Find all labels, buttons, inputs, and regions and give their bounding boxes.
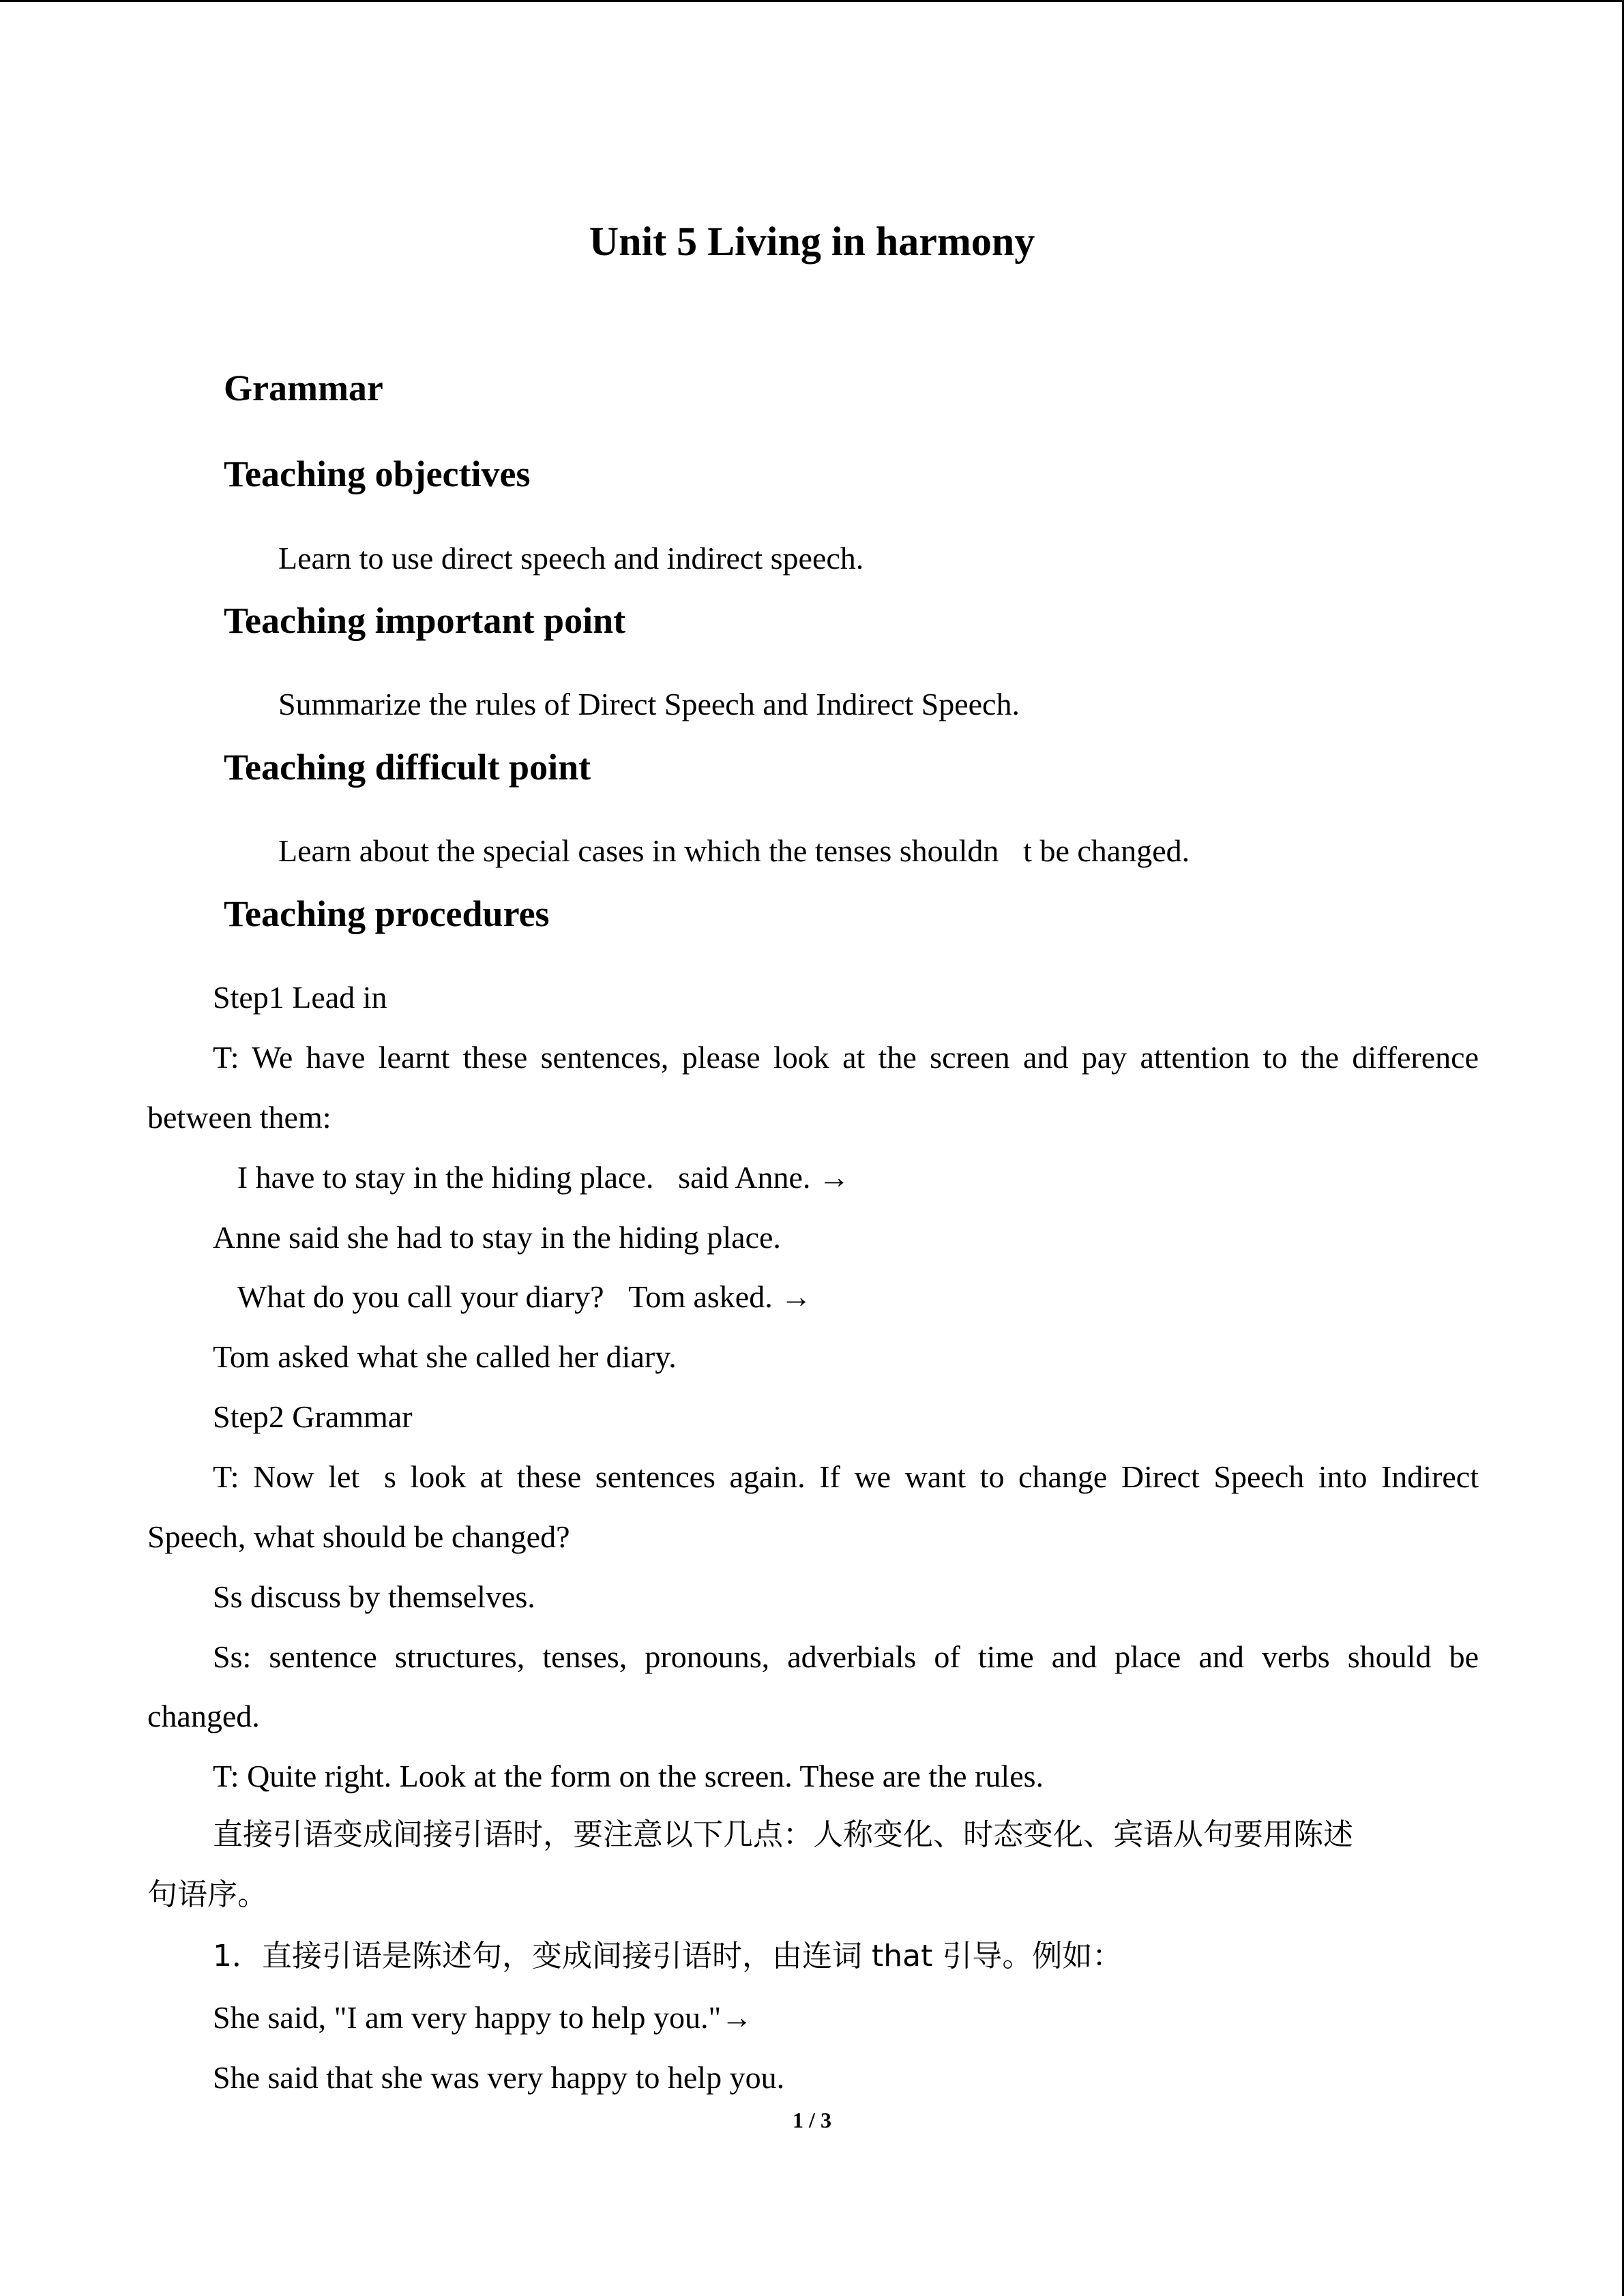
- example2-indirect: Tom asked what she called her diary.: [213, 1339, 677, 1374]
- example2-direct:  What do you call your diary? Tom asked. →: [213, 1279, 812, 1314]
- rule-1: 1．直接引语是陈述句，变成间接引语时，由连词 that 引导。例如：: [213, 1939, 1123, 1973]
- teacher-line-1a: T: We have learnt these sentences, please look at the screen and pay attention to the difference: [213, 1040, 1479, 1075]
- step2-label: Step2 Grammar: [213, 1399, 413, 1434]
- heading-teaching-objectives: Teaching objectives: [224, 453, 531, 494]
- page-number: 1 / 3: [793, 2108, 831, 2132]
- students-answer-a: Ss: sentence structures, tenses, pronouns, adverbials of time and place and verbs should be: [213, 1639, 1479, 1674]
- heading-important-point: Teaching important point: [224, 600, 626, 641]
- teacher-line-3: T: Quite right. Look at the form on the screen. These are the rules.: [213, 1759, 1044, 1793]
- heading-difficult-point: Teaching difficult point: [224, 747, 591, 788]
- important-point-text: Summarize the rules of Direct Speech and Indirect Speech.: [278, 687, 1020, 721]
- rule1-example-direct: She said, "I am very happy to help you."→: [213, 2000, 753, 2035]
- difficult-point-text: Learn about the special cases in which the tenses shouldn t be changed.: [278, 833, 1190, 868]
- example1-direct:  I have to stay in the hiding place. said Anne. →: [213, 1160, 850, 1195]
- document-title: Unit 5 Living in harmony: [589, 219, 1035, 264]
- heading-grammar: Grammar: [224, 368, 383, 408]
- teacher-line-2b: Speech, what should be changed?: [147, 1519, 570, 1554]
- students-answer-b: changed.: [147, 1699, 260, 1733]
- teacher-line-2a: T: Now let s look at these sentences again. If we want to change Direct Speech into Indirect: [213, 1459, 1479, 1494]
- rule1-example-indirect: She said that she was very happy to help you.: [213, 2060, 785, 2095]
- students-discuss: Ss discuss by themselves.: [213, 1579, 535, 1614]
- teacher-line-1b: between them:: [147, 1100, 331, 1135]
- heading-teaching-procedures: Teaching procedures: [224, 893, 550, 934]
- example1-indirect: Anne said she had to stay in the hiding place.: [213, 1220, 781, 1255]
- page-top-border: [0, 0, 1624, 2]
- chinese-rule-line-1: 直接引语变成间接引语时，要注意以下几点：人称变化、时态变化、宾语从句要用陈述: [213, 1817, 1353, 1852]
- objectives-text: Learn to use direct speech and indirect speech.: [278, 541, 864, 576]
- step1-label: Step1 Lead in: [213, 980, 387, 1015]
- chinese-rule-line-2: 句语序。: [147, 1877, 267, 1912]
